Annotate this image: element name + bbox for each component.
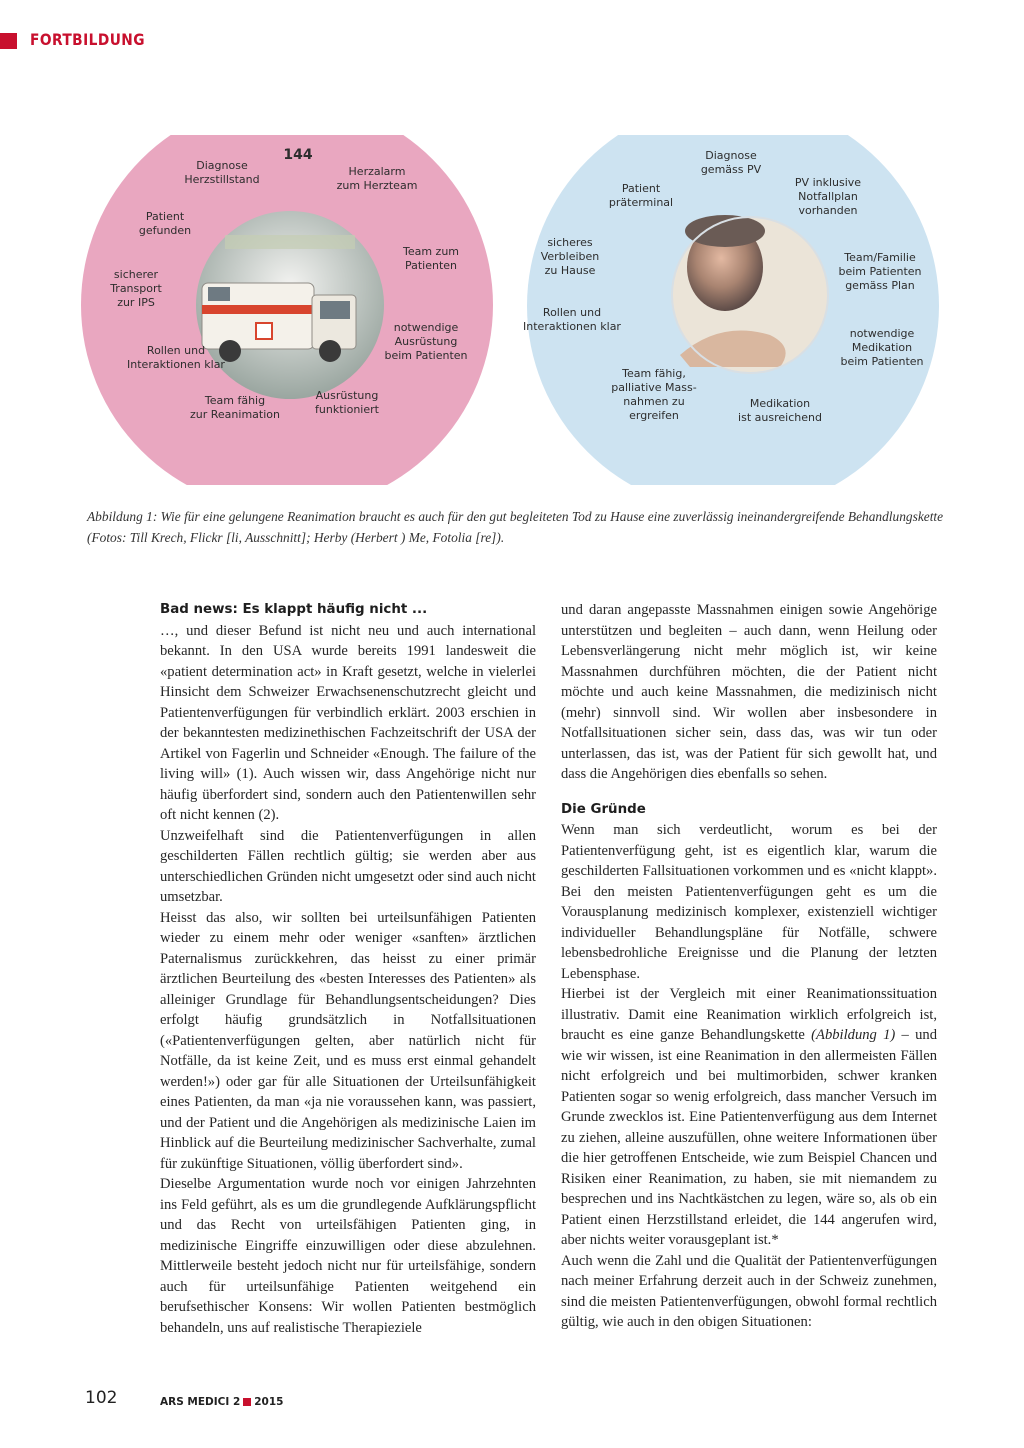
diagram-label: Diagnose Herzstillstand [184, 159, 260, 186]
diagram-label: Diagnose gemäss PV [700, 149, 762, 176]
journal-name: ARS MEDICI 2 [160, 1396, 241, 1408]
diagram-label: Herzalarm zum Herzteam [336, 165, 418, 192]
paragraph: Unzweifelhaft sind die Patientenverfügungen in allen geschilderten Fällen rechtlich gültig; sie werden aber aus unterschiedlichen Gründen nicht umgesetzt oder sind auch nicht umsetzbar. [160, 827, 536, 905]
paragraph-text: Hierbei ist der Vergleich mit einer Reanimationssituation illustrativ. Damit eine Reanimation wirklich erfolgreich ist, braucht es eine ganze Behandlungskette [561, 986, 937, 1043]
paragraph-text: – und wie wir wissen, ist eine Reanimation in den allermeisten Fällen nicht erfolgreich und bei multimorbiden, schwer kranken Patienten sogar so wenig erfolgreich, dass mancher Versuch im Grunde zwecklos ist. Eine Patientenverfügung aus dem Internet zu ziehen, alleine auszufüllen, ohne weitere Informationen über die hier getroffenen Entscheide, wie zum Beispiel Chancen und Risiken einer Reanimation, zu haben, sie mit niemandem zu besprechen und ins Nachtkästchen zu legen, wäre so, als ob ein Patient einen Herzstillstand erleidet, die 144 angerufen wird, aber nichts weiter vorausgeplant ist.* [561, 1027, 937, 1248]
paragraph: Wenn man sich verdeutlicht, worum es bei der Patientenverfügung geht, ist es eigentlich klar, warum die geschilderten Fallsituationen vorkommen und es «nicht klappt». Bei den meisten Patientenverfügungen geht es um die Vorausplanung medizinisch komplexer, existenziell wichtiger individueller Behandlungspläne für Notfälle, schwere lebensbedrohliche Ereignisse und die Planung der letzten Lebensphase. [561, 822, 937, 982]
diagram-label: Ausrüstung funktioniert [315, 389, 379, 416]
journal-year: 2015 [254, 1396, 284, 1408]
diagram-label: Team/Familie beim Patienten gemäss Plan [838, 251, 922, 292]
diagram-label: Rollen und Interaktionen klar [127, 344, 225, 371]
diagram-label: PV inklusive Notfallplan vorhanden [794, 176, 862, 217]
diagram-label: Team zum Patienten [402, 245, 460, 272]
diagram-label: Team fähig zur Reanimation [190, 394, 280, 421]
heading-bad-news: Bad news: Es klappt häufig nicht ... [160, 602, 428, 617]
diagram-label: notwendige Medikation beim Patienten [840, 327, 924, 368]
section-marker [0, 33, 17, 49]
paragraph: Heisst das also, wir sollten bei urteilsunfähigen Patienten wieder zu einem mehr oder weniger «sanften» ärztlichen Paternalismus zurückkehren, das heisst zu einer primär ärztlichen Beurteilung des «besten Interesses des Patienten» als alleiniger Grundlage für Behandlungsentscheidungen? Dies erfolgt häufig grundsätzlich in Notfallsituationen («Patientenverfügungen gelten, aber natürlich nicht für Notfälle, da ist keine Zeit, und es muss erst einmal gehandelt werden!») oder gar für alle Situationen der Urteilsunfähigkeit eines Patienten, da man «ja nie voraussehen kann, was passiert, und der Patient und die Angehörigen als medizinische Laien im Hinblick auf die Beurteilung medizinischer Sachverhalte, zumal für zukünftige Situationen, völlig überfordert sind». [160, 909, 536, 1172]
diagram-label: Patient gefunden [138, 210, 192, 237]
diagram-label: sicherer Transport zur IPS [110, 268, 162, 309]
patient-photo [672, 215, 828, 373]
diagram-label: Patient präterminal [608, 182, 674, 209]
diagram-label: Team fähig, palliative Mass-nahmen zu ergreifen [611, 367, 697, 422]
diagram-label: sicheres Verbleiben zu Hause [540, 236, 600, 277]
figure-reference: (Abbildung 1) [811, 1027, 896, 1043]
figure-treatment-chain [80, 135, 944, 485]
paragraph: und daran angepasste Massnahmen einigen sowie Angehörige unterstützen und begleiten – auch dann, wenn Heilung oder Lebensverlängerung nicht mehr möglich ist, wir keine Massnahmen durchführen möchten, die der Patient nicht möchte und auch keine Massnahmen, die medizinisch nicht (mehr) sinnvoll sind. Wir wollen aber insbesondere in Notfallsituationen sicher sein, dass das, was wir tun oder unterlassen, das ist, was der Patient für sich gewollt hat, und dass die Angehörigen dies ebenfalls so sehen. [561, 602, 937, 782]
paragraph: Auch wenn die Zahl und die Qualität der Patientenverfügungen nach meiner Erfahrung derzeit auch in der Schweiz zunehmen, sind die meisten Patientenverfügungen, obwohl formal rechtlich gültig, wie auch in den obigen Situationen: [561, 1252, 937, 1330]
section-title: FORTBILDUNG [30, 30, 145, 49]
paragraph [561, 984, 937, 1251]
article-column-left [160, 600, 536, 1338]
paragraph: …, und dieser Befund ist nicht neu und auch international bekannt. In den USA wurde bereits 1991 landesweit die «patient determination act» in Kraft gesetzt, welche in vielerlei Hinsicht dem Schweizer Erwachsenenschutzrecht gleicht und Patientenverfügungen für verbindlich erklärt. 2003 erschien in der bekanntesten medizinethischen Fachzeitschrift der USA der Artikel von Fagerlin und Schneider «Enough. The failure of the living will» (1). Auch wissen wir, dass Angehörige nicht nur häufig überfordert sind, sondern auch den Patientenwillen sehr oft nicht kennen (2). [160, 622, 536, 823]
article-column-right [561, 600, 937, 1333]
page-number: 102 [85, 1388, 118, 1408]
paragraph: Dieselbe Argumentation wurde noch vor einigen Jahrzehnten ins Feld geführt, als es um die grundlegende Aufklärungspflicht und das Recht von urteilsfähigen Patienten ging, in medizinische Eingriffe einzuwilligen oder diese abzulehnen. Mittlerweile besteht jedoch nicht nur für urteilsfähige, sondern auch für urteilsunfähige Patienten weitgehend ein berufsethischer Konsens: Wir wollen Patienten bestmöglich behandeln, uns auf realistische Therapieziele [160, 1176, 536, 1336]
diagram-label: notwendige Ausrüstung beim Patienten [384, 321, 468, 362]
diagram-label: Medikation ist ausreichend [738, 397, 822, 424]
journal-footer [160, 1396, 283, 1408]
diagram-label: Rollen und Interaktionen klar [523, 306, 621, 333]
emergency-number-label: 144 [283, 147, 313, 163]
footer-square-icon [243, 1398, 251, 1406]
heading-die-gruende: Die Gründe [561, 801, 646, 817]
figure-caption: Abbildung 1: Wie für eine gelungene Reanimation braucht es auch für den gut begleiteten Tod zu Hause eine zuverlässig ineinandergreifende Behandlungskette (Fotos: Till Krech, Flickr [li, Ausschnitt]; Herby (Herbert ) Me, Fotolia [re]). [87, 509, 944, 545]
